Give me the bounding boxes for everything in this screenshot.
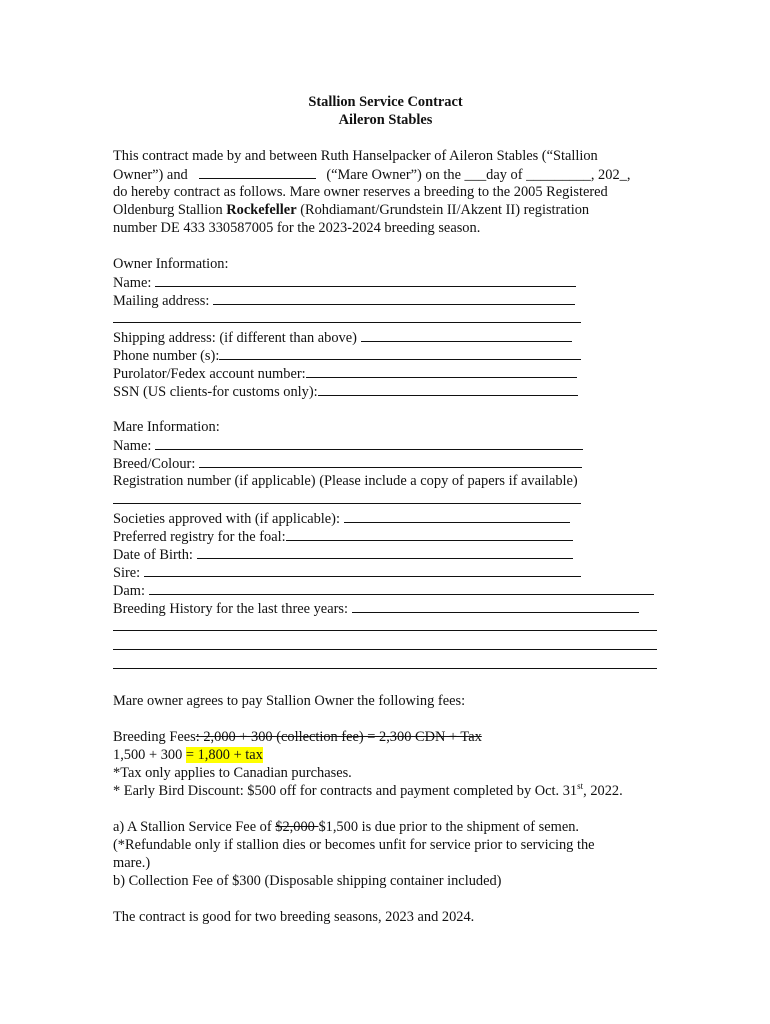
mare-dob-row: [113, 545, 673, 563]
breeding-fees-label: Breeding Fees: [113, 729, 196, 745]
mare-dam-row: [113, 581, 673, 599]
mare-history-label: Breeding History for the last three years:: [113, 601, 348, 617]
mare-info-heading: Mare Information:: [113, 419, 220, 435]
collection-fee-row: b) Collection Fee of $300 (Disposable shipping container included): [113, 873, 502, 889]
mare-history-field[interactable]: [352, 599, 639, 613]
mare-registry-row: [113, 527, 673, 545]
mare-registration-field[interactable]: [113, 490, 581, 504]
mare-sire-label: Sire:: [113, 565, 141, 581]
fees-agreement: Mare owner agrees to pay Stallion Owner the following fees:: [113, 693, 466, 709]
intro-owner-text: Owner”) and: [113, 167, 188, 183]
intro-line-5: number DE 433 330587005 for the 2023-2024 breeding season.: [113, 220, 481, 236]
contract-page: [113, 93, 673, 926]
intro-paragraph: [113, 147, 673, 237]
mare-history-field-2[interactable]: [113, 617, 657, 631]
owner-courier-field[interactable]: [306, 364, 577, 378]
owner-mailing-field[interactable]: [213, 291, 575, 305]
owner-name-label: Name:: [113, 275, 152, 291]
intro-year-suffix: _,: [619, 167, 631, 183]
breeding-fees-row: [113, 728, 673, 746]
owner-ssn-row: [113, 382, 673, 400]
owner-ssn-label: SSN (US clients-for customs only):: [113, 384, 318, 400]
intro-stallion-pedigree: (Rohdiamant/Grundstein II/Akzent II) registration: [296, 202, 590, 218]
early-bird-ordinal: st: [577, 781, 584, 792]
mare-registry-label: Preferred registry for the foal:: [113, 529, 286, 545]
service-fee-old: $2,000: [275, 819, 319, 835]
service-fee-label: a) A Stallion Service Fee of: [113, 819, 276, 835]
mare-breed-label: Breed/Colour:: [113, 456, 196, 472]
intro-line-3: do hereby contract as follows. Mare owner reserves a breeding to the 2005 Registered: [113, 184, 608, 200]
mare-registry-field[interactable]: [286, 527, 573, 541]
breeding-fees-new-total: = 1,800 + tax: [185, 747, 263, 763]
intro-line-1: This contract made by and between Ruth Hanselpacker of Aileron Stables (“Stallion: [113, 148, 598, 164]
mare-societies-row: [113, 509, 673, 527]
mare-history-field-4[interactable]: [113, 655, 657, 669]
refund-note-1: (*Refundable only if stallion dies or becomes unfit for service prior to servicing the: [113, 837, 595, 853]
owner-courier-label: Purolator/Fedex account number:: [113, 366, 306, 382]
intro-line-4: [113, 201, 673, 219]
owner-shipping-row: [113, 328, 673, 346]
early-bird-text: * Early Bird Discount: $500 off for contracts and payment completed by Oct. 31: [113, 783, 578, 799]
owner-mailing-label: Mailing address:: [113, 293, 210, 309]
mare-sire-row: [113, 563, 673, 581]
owner-mailing-row: [113, 291, 673, 309]
contract-title: Stallion Service Contract: [308, 94, 463, 110]
mare-sire-field[interactable]: [144, 563, 581, 577]
mare-registration-row: Registration number (if applicable) (Please include a copy of papers if available): [113, 473, 578, 489]
mare-name-label: Name:: [113, 438, 152, 454]
breeding-fees-new-calc: 1,500 + 300: [113, 747, 186, 763]
owner-phone-field[interactable]: [219, 346, 581, 360]
mare-name-field[interactable]: [155, 436, 583, 450]
mare-breed-row: [113, 454, 673, 472]
stable-name: Aileron Stables: [338, 112, 433, 128]
owner-phone-row: [113, 346, 673, 364]
stallion-name: Rockefeller: [226, 202, 297, 218]
owner-name-field[interactable]: [155, 273, 576, 287]
mare-dob-field[interactable]: [197, 545, 573, 559]
early-bird-year: , 2022.: [583, 783, 623, 799]
owner-phone-label: Phone number (s):: [113, 348, 220, 364]
mare-societies-field[interactable]: [344, 509, 570, 523]
intro-date-text: (“Mare Owner”) on the ___day of _________, 202: [326, 167, 620, 183]
owner-information-section: [113, 255, 673, 400]
owner-name-row: [113, 273, 673, 291]
mare-societies-label: Societies approved with (if applicable):: [113, 511, 340, 527]
mare-name-row: [113, 436, 673, 454]
tax-note: *Tax only applies to Canadian purchases.: [113, 765, 352, 781]
mare-dam-field[interactable]: [149, 581, 654, 595]
contract-term: The contract is good for two breeding seasons, 2023 and 2024.: [113, 909, 475, 925]
intro-stallion-prefix: Oldenburg Stallion: [113, 202, 227, 218]
owner-mailing-field-2[interactable]: [113, 309, 581, 323]
mare-owner-blank[interactable]: [199, 165, 316, 179]
mare-dob-label: Date of Birth:: [113, 547, 193, 563]
fees-section: [113, 692, 673, 926]
early-bird-note: [113, 782, 673, 800]
breeding-fees-new-row: [113, 746, 673, 764]
mare-history-field-3[interactable]: [113, 636, 657, 650]
refund-note-2: mare.): [113, 855, 151, 871]
owner-ssn-field[interactable]: [318, 382, 578, 396]
mare-breed-field[interactable]: [199, 454, 582, 468]
intro-line-2: [113, 165, 673, 183]
service-fee-new: $1,500 is due prior to the shipment of semen.: [318, 819, 580, 835]
mare-dam-label: Dam:: [113, 583, 145, 599]
mare-history-row: [113, 599, 673, 617]
owner-shipping-label: Shipping address: (if different than above): [113, 330, 357, 346]
owner-shipping-field[interactable]: [361, 328, 572, 342]
service-fee-row: [113, 818, 673, 836]
owner-courier-row: [113, 364, 673, 382]
owner-info-heading: Owner Information:: [113, 256, 229, 272]
breeding-fees-old: : 2,000 + 300 (collection fee) = 2,300 CDN + Tax: [195, 729, 482, 745]
mare-information-section: [113, 418, 673, 669]
